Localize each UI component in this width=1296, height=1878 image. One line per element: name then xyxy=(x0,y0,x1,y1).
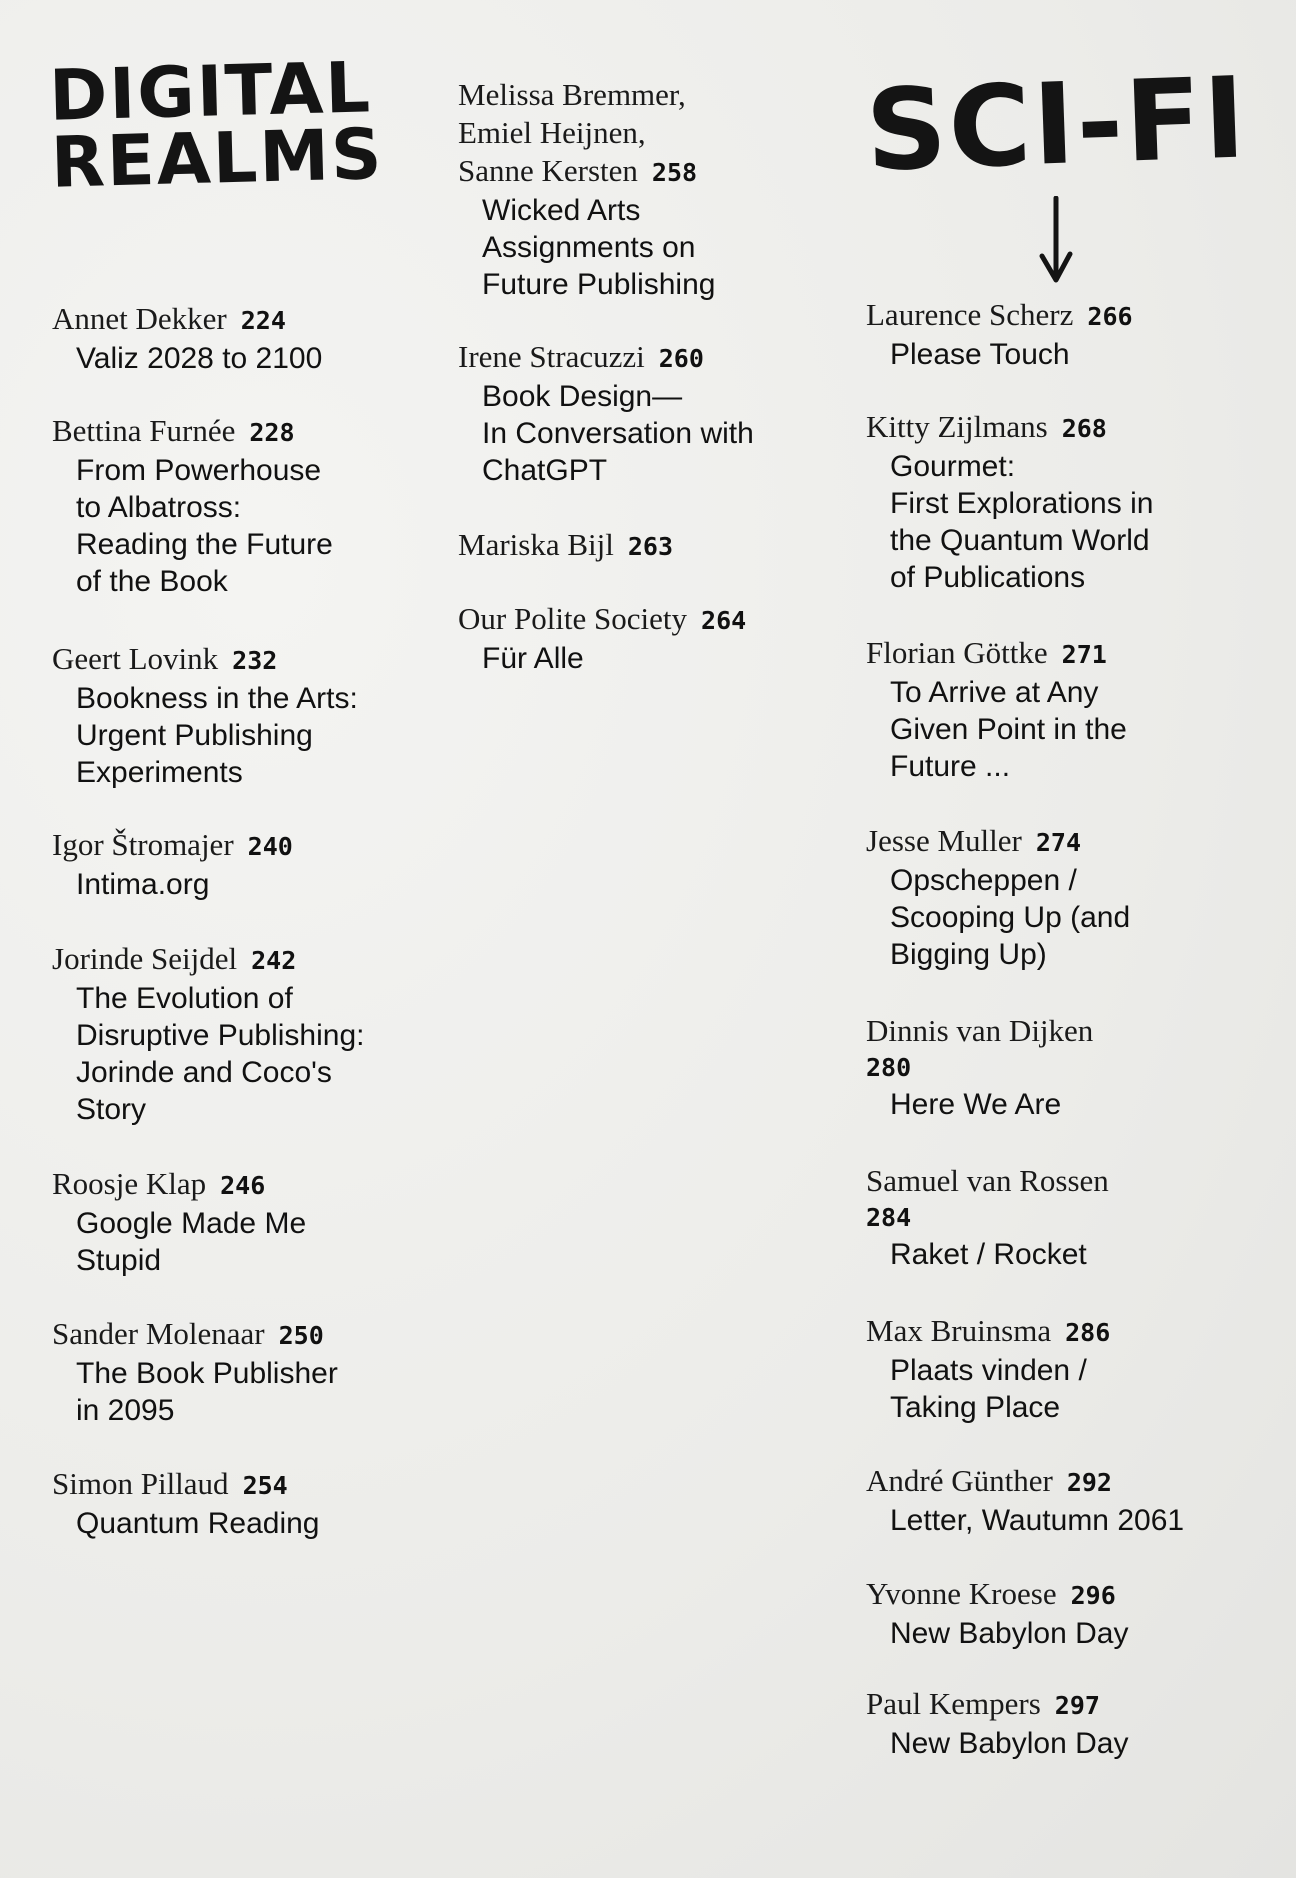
toc-author-name: Mariska Bijl xyxy=(458,527,614,562)
toc-author-name: Melissa Bremmer, xyxy=(458,77,686,112)
toc-title-line: Experiments xyxy=(76,756,243,789)
toc-page-number: 258 xyxy=(651,158,698,187)
toc-author-name: Yvonne Kroese xyxy=(866,1576,1057,1611)
toc-title-line: in 2095 xyxy=(76,1394,175,1427)
toc-title-line: Future Publishing xyxy=(482,268,716,301)
toc-entry xyxy=(458,526,878,566)
toc-author xyxy=(866,634,1286,674)
heading-digital-realms xyxy=(48,46,411,204)
toc-page-number: 292 xyxy=(1066,1468,1112,1497)
toc-entry xyxy=(866,1462,1286,1539)
toc-title-line: From Powerhouse xyxy=(76,454,322,487)
toc-title-line: Here We Are xyxy=(890,1088,1062,1121)
toc-author xyxy=(458,152,878,192)
toc-title-line: Intima.org xyxy=(76,868,210,901)
toc-title-line: To Arrive at Any xyxy=(890,676,1099,709)
toc-entry xyxy=(458,338,878,489)
toc-page-number: 274 xyxy=(1035,828,1081,857)
toc-entry xyxy=(866,408,1286,596)
toc-author xyxy=(52,1165,472,1205)
toc-page-number: 268 xyxy=(1061,414,1107,443)
toc-author-name: Kitty Zijlmans xyxy=(866,409,1048,444)
toc-author xyxy=(52,1315,472,1355)
toc-title-line: ChatGPT xyxy=(482,454,608,487)
toc-entry xyxy=(52,940,472,1128)
toc-author-name: Jesse Muller xyxy=(866,823,1022,858)
toc-author-name: Florian Göttke xyxy=(866,635,1048,670)
toc-author-name: Our Polite Society xyxy=(458,601,688,636)
toc-title-line: Book Design— xyxy=(482,380,683,413)
toc-author-name: Irene Stracuzzi xyxy=(458,339,645,374)
toc-page-number: 228 xyxy=(249,418,295,447)
toc-author xyxy=(458,76,878,114)
toc-page-number: 240 xyxy=(247,832,293,861)
toc-entry xyxy=(866,296,1286,373)
toc-author xyxy=(458,338,878,378)
toc-title-line: Opscheppen / xyxy=(890,864,1077,897)
toc-author xyxy=(52,412,472,452)
toc-author-name: Simon Pillaud xyxy=(52,1466,229,1501)
toc-author-name: Igor Štromajer xyxy=(52,827,234,862)
toc-title-line: Future ... xyxy=(890,750,1011,783)
toc-author xyxy=(52,300,472,340)
toc-page-number: 266 xyxy=(1087,302,1133,331)
toc-title-line: New Babylon Day xyxy=(890,1617,1129,1650)
toc-title-line: The Evolution of xyxy=(76,982,293,1015)
toc-title-line: New Babylon Day xyxy=(890,1727,1129,1760)
toc-title-line: to Albatross: xyxy=(76,491,242,524)
toc-author-name: André Günther xyxy=(866,1463,1053,1498)
toc-page-number: 242 xyxy=(251,946,297,975)
toc-title-line: Please Touch xyxy=(890,338,1070,371)
toc-title-line: Raket / Rocket xyxy=(890,1238,1087,1271)
toc-entry xyxy=(52,300,472,377)
toc-page-number: 250 xyxy=(278,1321,324,1350)
toc-author-name: Emiel Heijnen, xyxy=(458,115,646,150)
toc-title-line: Bigging Up) xyxy=(890,938,1047,971)
toc-title-line: Assignments on xyxy=(482,231,696,264)
toc-author xyxy=(866,408,1286,448)
toc-title-line: First Explorations in xyxy=(890,487,1154,520)
toc-author-name: Annet Dekker xyxy=(52,301,227,336)
toc-title-line: Urgent Publishing xyxy=(76,719,313,752)
toc-author xyxy=(866,1162,1286,1200)
toc-author xyxy=(52,826,472,866)
toc-author-name: Sanne Kersten xyxy=(458,153,638,188)
toc-entry xyxy=(866,822,1286,973)
toc-author xyxy=(866,296,1286,336)
toc-author xyxy=(52,940,472,980)
down-arrow-icon xyxy=(1036,196,1076,286)
heading-digital-realms-line2: REALMS xyxy=(49,112,385,204)
toc-author xyxy=(52,640,472,680)
toc-author-name: Bettina Furnée xyxy=(52,413,236,448)
toc-entry xyxy=(866,634,1286,785)
toc-page-number: 246 xyxy=(220,1171,266,1200)
toc-author xyxy=(458,600,878,640)
toc-author-name: Laurence Scherz xyxy=(866,297,1074,332)
toc-author-name: Dinnis van Dijken xyxy=(866,1013,1094,1048)
toc-author xyxy=(866,1685,1286,1725)
toc-title-line: Valiz 2028 to 2100 xyxy=(76,342,323,375)
toc-author-name: Roosje Klap xyxy=(52,1166,207,1201)
toc-entry xyxy=(866,1685,1286,1762)
toc-title-line: Stupid xyxy=(76,1244,162,1277)
toc-entry xyxy=(458,76,878,303)
toc-title-line: In Conversation with xyxy=(482,417,754,450)
toc-page-number: 286 xyxy=(1065,1318,1111,1347)
toc-author xyxy=(52,1465,472,1505)
toc-entry xyxy=(52,1315,472,1429)
toc-title-line: Jorinde and Coco's xyxy=(76,1056,332,1089)
toc-author-name: Paul Kempers xyxy=(866,1686,1041,1721)
toc-page-number: 280 xyxy=(866,1053,912,1082)
toc-author xyxy=(866,1312,1286,1352)
toc-title-line: Taking Place xyxy=(890,1391,1061,1424)
toc-page-number: 232 xyxy=(232,646,278,675)
toc-title-line: Plaats vinden / xyxy=(890,1354,1087,1387)
toc-entry xyxy=(52,1165,472,1279)
toc-page-number: 296 xyxy=(1070,1581,1116,1610)
toc-title-line: Scooping Up (and xyxy=(890,901,1131,934)
toc-entry xyxy=(52,826,472,903)
toc-title-line: of Publications xyxy=(890,561,1086,594)
toc-page-number: 271 xyxy=(1061,640,1107,669)
toc-page-number: 264 xyxy=(701,606,747,635)
toc-title-line: Reading the Future xyxy=(76,528,333,561)
toc-title-line: Gourmet: xyxy=(890,450,1016,483)
toc-title-line: Story xyxy=(76,1093,147,1126)
toc-entry xyxy=(866,1012,1286,1123)
heading-sci-fi: SCI-FI xyxy=(863,53,1250,197)
heading-digital-realms-line1: DIGITAL xyxy=(48,46,373,137)
toc-title-line: Bookness in the Arts: xyxy=(76,682,358,715)
toc-author xyxy=(866,822,1286,862)
toc-author-name: Jorinde Seijdel xyxy=(52,941,238,976)
toc-author xyxy=(458,526,878,566)
toc-title-line: Für Alle xyxy=(482,642,584,675)
toc-title-line: Quantum Reading xyxy=(76,1507,320,1540)
toc-author-name: Max Bruinsma xyxy=(866,1313,1052,1348)
toc-entry xyxy=(52,1465,472,1542)
toc-title-line: the Quantum World xyxy=(890,524,1150,557)
toc-author xyxy=(866,1575,1286,1615)
toc-page-number: 260 xyxy=(658,344,704,373)
toc-title-line: Google Made Me xyxy=(76,1207,307,1240)
toc-page-number: 263 xyxy=(627,532,674,561)
toc-entry xyxy=(52,640,472,791)
toc-title-line: Disruptive Publishing: xyxy=(76,1019,365,1052)
toc-author xyxy=(866,1012,1286,1050)
toc-page-number: 224 xyxy=(240,306,286,335)
toc-title-line: Given Point in the xyxy=(890,713,1127,746)
toc-entry xyxy=(866,1312,1286,1426)
toc-entry xyxy=(458,600,878,677)
toc-entry xyxy=(52,412,472,600)
toc-author-name: Samuel van Rossen xyxy=(866,1163,1109,1198)
toc-title-line: Letter, Wautumn 2061 xyxy=(890,1504,1185,1537)
toc-author-name: Geert Lovink xyxy=(52,641,219,676)
toc-author xyxy=(458,114,878,152)
toc-page-number: 297 xyxy=(1054,1691,1100,1720)
toc-title-line: Wicked Arts xyxy=(482,194,641,227)
toc-author xyxy=(866,1462,1286,1502)
toc-page-number: 254 xyxy=(242,1471,288,1500)
toc-page-number: 284 xyxy=(866,1203,912,1232)
toc-title-line: of the Book xyxy=(76,565,228,598)
toc-title-line: The Book Publisher xyxy=(76,1357,338,1390)
toc-author-name: Sander Molenaar xyxy=(52,1316,265,1351)
toc-entry xyxy=(866,1575,1286,1652)
toc-entry xyxy=(866,1162,1286,1273)
